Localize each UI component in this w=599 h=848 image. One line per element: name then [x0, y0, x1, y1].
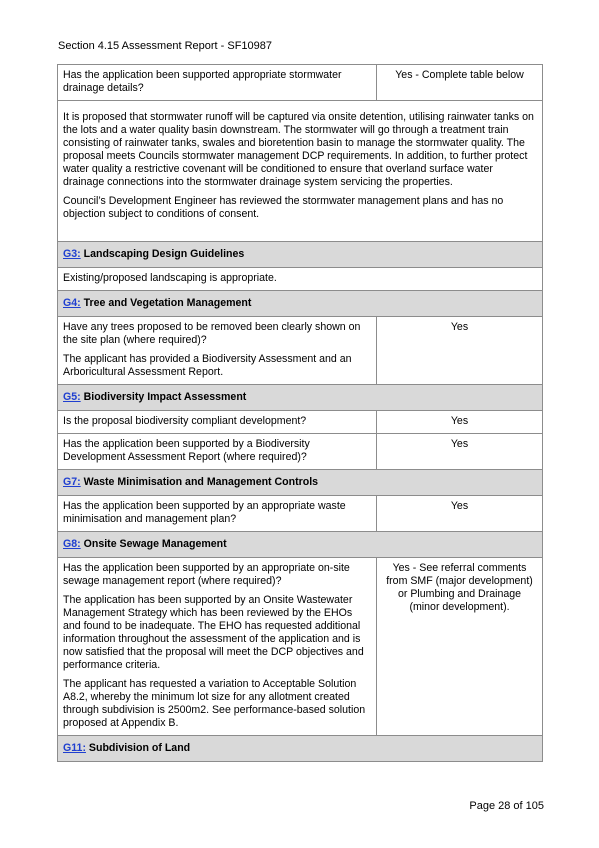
- section-header-g11: [58, 736, 543, 762]
- stormwater-question: Has the application been supported appropriate stormwater drainage details?: [58, 65, 377, 101]
- g5-answer-1: Yes: [377, 411, 543, 434]
- g3-link[interactable]: G3:: [63, 248, 81, 260]
- table-row: [58, 558, 543, 736]
- g8-title: Onsite Sewage Management: [80, 538, 227, 550]
- g4-note: The applicant has provided a Biodiversity Assessment and an Arboricultural Assessment Report.: [63, 353, 352, 378]
- g8-answer: Yes - See referral comments from SMF (major development) or Plumbing and Drainage (minor development).: [377, 558, 543, 736]
- g4-question-cell: [58, 317, 377, 385]
- g5-question-1: Is the proposal biodiversity compliant development?: [58, 411, 377, 434]
- table-row: [58, 411, 543, 434]
- page-number: Page 28 of 105: [469, 800, 544, 812]
- section-header-g8: [58, 532, 543, 558]
- stormwater-answer: Yes - Complete table below: [377, 65, 543, 101]
- table-row: [58, 268, 543, 291]
- g7-question: Has the application been supported by an appropriate waste minimisation and management plan?: [58, 496, 377, 532]
- g4-title: Tree and Vegetation Management: [80, 297, 252, 309]
- table-row: [58, 65, 543, 101]
- g7-link[interactable]: G7:: [63, 476, 81, 488]
- g4-link[interactable]: G4:: [63, 297, 81, 309]
- g8-note-1: The application has been supported by an Onsite Wastewater Management Strategy which has been reviewed by the EHOs and found to be inadequate. The EHO has requested additional information throughout the assessment of the application and is now satisfied that the proposal will meet the DCP objectives and performance criteria.: [63, 594, 364, 671]
- g11-title: Subdivision of Land: [85, 742, 191, 754]
- g4-answer: Yes: [377, 317, 543, 385]
- g5-question-2: Has the application been supported by a Biodiversity Development Assessment Report (where required)?: [58, 434, 377, 470]
- g7-title: Waste Minimisation and Management Controls: [80, 476, 319, 488]
- table-row: [58, 101, 543, 242]
- assessment-table: [57, 64, 543, 762]
- section-header-g7: [58, 470, 543, 496]
- g8-question-cell: [58, 558, 377, 736]
- section-header-g5: [58, 385, 543, 411]
- stormwater-paragraph: Council’s Development Engineer has reviewed the stormwater management plans and has no objection subject to conditions of consent.: [63, 195, 504, 220]
- g8-note-2: The applicant has requested a variation to Acceptable Solution A8.2, whereby the minimum lot size for any allotment created through subdivision is 2500m2. See performance-based solution proposed at Appendix B.: [63, 678, 366, 729]
- g7-answer: Yes: [377, 496, 543, 532]
- stormwater-details: [58, 101, 543, 242]
- g5-answer-2: Yes: [377, 434, 543, 470]
- table-row: [58, 434, 543, 470]
- stormwater-paragraph: It is proposed that stormwater runoff will be captured via onsite detention, utilising rainwater tanks on the lots and a water quality basin downstream. The stormwater will go through a treatment train consisting of rainwater tanks, swales and bioretention basin to manage the stormwater quality. The proposal meets Councils stormwater management DCP requirements. In addition, to further protect water quality a restrictive covenant will be conditioned to ensure that overland surface water drainage connections into the stormwater drainage system servicing the properties.: [63, 111, 534, 188]
- g8-question: Has the application been supported by an appropriate on-site sewage management report (where required)?: [63, 562, 350, 587]
- g11-link[interactable]: G11:: [63, 742, 86, 754]
- section-header-g3: [58, 242, 543, 268]
- g8-link[interactable]: G8:: [63, 538, 81, 550]
- table-row: [58, 496, 543, 532]
- g3-title: Landscaping Design Guidelines: [80, 248, 245, 260]
- page-header: Section 4.15 Assessment Report - SF10987: [58, 40, 273, 52]
- g5-title: Biodiversity Impact Assessment: [80, 391, 247, 403]
- table-row: [58, 317, 543, 385]
- g3-text: Existing/proposed landscaping is appropriate.: [58, 268, 543, 291]
- g5-link[interactable]: G5:: [63, 391, 81, 403]
- g4-question: Have any trees proposed to be removed been clearly shown on the site plan (where required)?: [63, 321, 361, 346]
- section-header-g4: [58, 291, 543, 317]
